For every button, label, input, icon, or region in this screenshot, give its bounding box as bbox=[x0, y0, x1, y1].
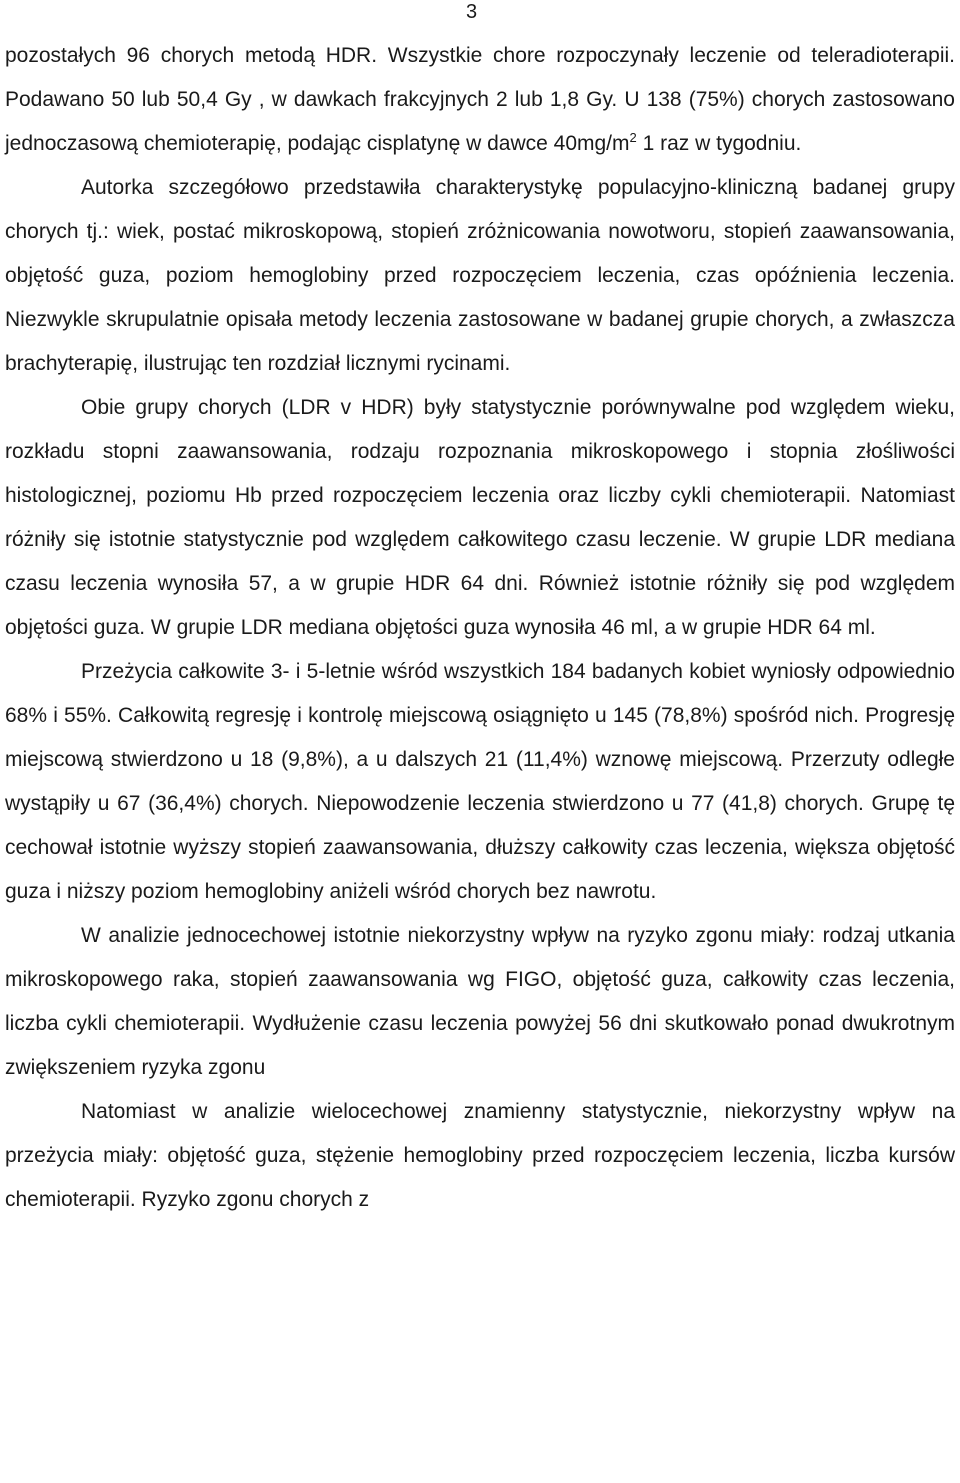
paragraph-5 bbox=[5, 914, 955, 1090]
paragraph-3 bbox=[5, 386, 955, 650]
paragraph-1 bbox=[5, 34, 955, 166]
paragraph-1-text: pozostałych 96 chorych metodą HDR. Wszystkie chore rozpoczynały leczenie od teleradioterapii. Podawano 50 lub 50,4 Gy , w dawkach frakcyjnych 2 lub 1,8 Gy. U 138 (75%) chorych zastosowano jednoczasową chemioterapię, podając cisplatynę w dawce 40mg/m bbox=[5, 44, 955, 155]
paragraph-6 bbox=[5, 1090, 955, 1222]
page-number: 3 bbox=[466, 1, 478, 23]
paragraph-5-text: W analizie jednocechowej istotnie niekorzystny wpływ na ryzyko zgonu miały: rodzaj utkania mikroskopowego raka, stopień zaawansowania wg FIGO, objętość guza, całkowity czas leczenia, liczba cykli chemioterapii. Wydłużenie czasu leczenia powyżej 56 dni skutkowało ponad dwukrotnym zwiększeniem ryzyka zgonu bbox=[5, 924, 955, 1079]
paragraph-4-text: Przeżycia całkowite 3- i 5-letnie wśród wszystkich 184 badanych kobiet wyniosły odpowiednio 68% i 55%. Całkowitą regresję i kontrolę miejscową osiągnięto u 145 (78,8%) spośród nich. Progresję miejscową stwierdzono u 18 (9,8%), a u dalszych 21 (11,4%) wznowę miejscową. Przerzuty odległe wystąpiły u 67 (36,4%) chorych. Niepowodzenie leczenia stwierdzono u 77 (41,8) chorych. Grupę tę cechował istotnie wyższy stopień zaawansowania, dłuższy całkowity czas leczenia, większa objętość guza i niższy poziom hemoglobiny aniżeli wśród chorych bez nawrotu. bbox=[5, 660, 955, 903]
document-body bbox=[5, 34, 955, 1222]
paragraph-2-text: Autorka szczegółowo przedstawiła charakterystykę populacyjno-kliniczną badanej grupy chorych tj.: wiek, postać mikroskopową, stopień zróżnicowania nowotworu, stopień zaawansowania, objętość guza, poziom hemoglobiny przed rozpoczęciem leczenia, czas opóźnienia leczenia. Niezwykle skrupulatnie opisała metody leczenia zastosowane w badanej grupie chorych, a zwłaszcza brachyterapię, ilustrując ten rozdział licznymi rycinami. bbox=[5, 176, 955, 375]
paragraph-6-text: Natomiast w analizie wielocechowej znamienny statystycznie, niekorzystny wpływ na przeżycia miały: objętość guza, stężenie hemoglobiny przed rozpoczęciem leczenia, liczba kursów chemioterapii. Ryzyko zgonu chorych z bbox=[5, 1100, 955, 1211]
paragraph-3-text: Obie grupy chorych (LDR v HDR) były statystycznie porównywalne pod względem wieku, rozkładu stopni zaawansowania, rodzaju rozpoznania mikroskopowego i stopnia złośliwości histologicznej, poziomu Hb przed rozpoczęciem leczenia oraz liczby cykli chemioterapii. Natomiast różniły się istotnie statystycznie pod względem całkowitego czasu leczenie. W grupie LDR mediana czasu leczenia wynosiła 57, a w grupie HDR 64 dni. Również istotnie różniły się pod względem objętości guza. W grupie LDR mediana objętości guza wynosiła 46 ml, a w grupie HDR 64 ml. bbox=[5, 396, 955, 639]
paragraph-4 bbox=[5, 650, 955, 914]
superscript-exponent: 2 bbox=[629, 130, 637, 145]
paragraph-2 bbox=[5, 166, 955, 386]
paragraph-1-text-end: 1 raz w tygodniu. bbox=[636, 132, 802, 155]
